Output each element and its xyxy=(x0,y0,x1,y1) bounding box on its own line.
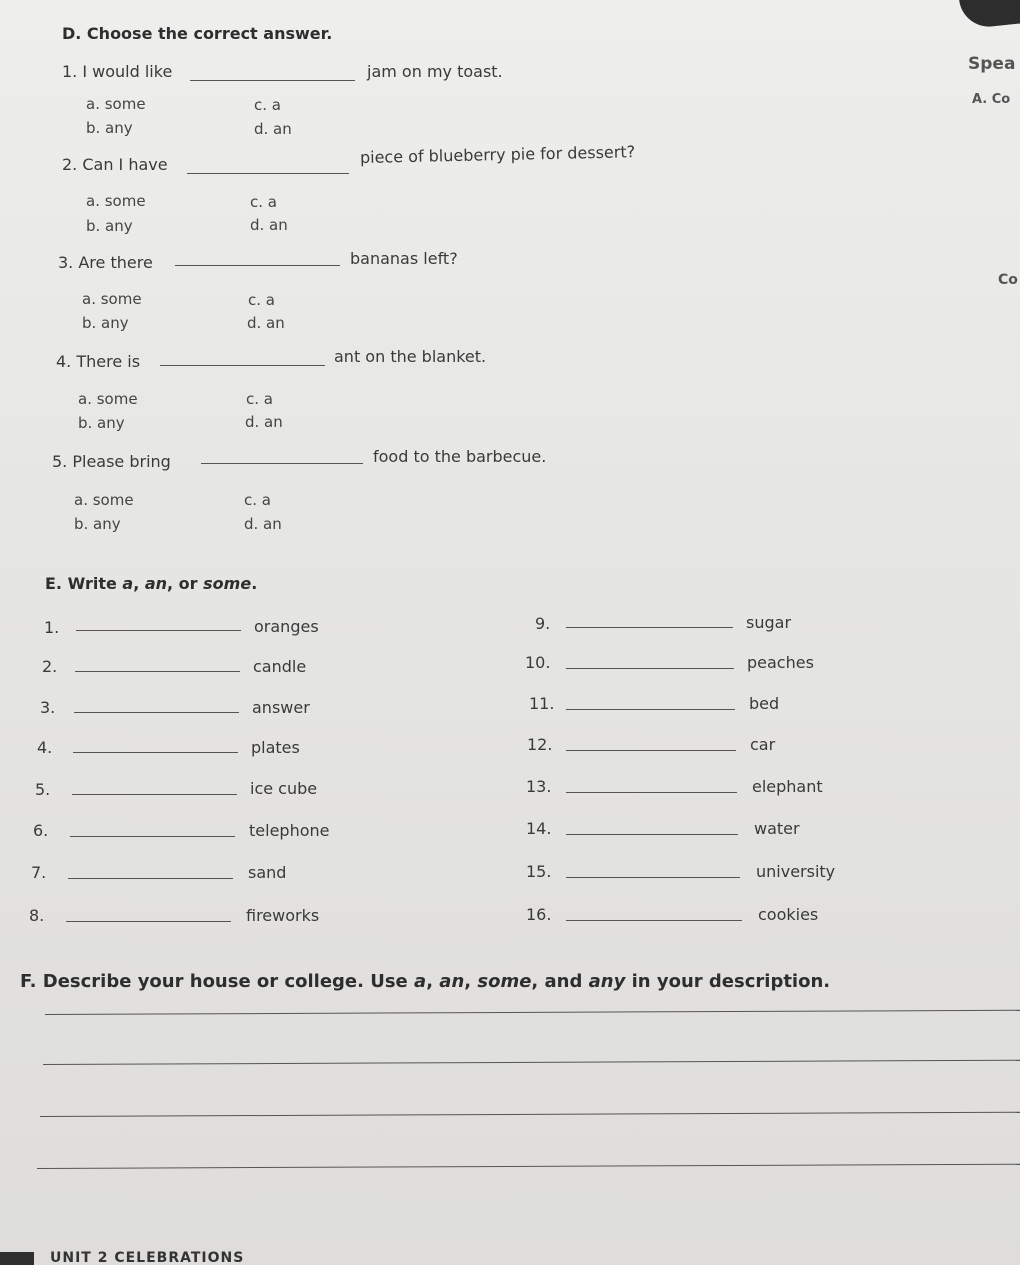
writing-line[interactable] xyxy=(45,1010,1020,1015)
e-item-blank[interactable] xyxy=(68,878,233,879)
e-item-number: 14. xyxy=(526,819,552,838)
q4-option-d[interactable]: d. an xyxy=(245,413,283,431)
q3-prompt: 3. Are there xyxy=(58,253,153,272)
q1-blank[interactable] xyxy=(190,80,355,81)
e-item-number: 8. xyxy=(29,906,45,925)
writing-line[interactable] xyxy=(37,1164,1020,1169)
q4-prompt: 4. There is xyxy=(56,352,141,371)
q1-option-d[interactable]: d. an xyxy=(254,120,292,138)
e-item-blank[interactable] xyxy=(70,836,235,837)
e-item-blank[interactable] xyxy=(73,752,238,753)
e-item-blank[interactable] xyxy=(566,750,736,751)
e-item-word: candle xyxy=(253,657,307,676)
q3-option-c[interactable]: c. a xyxy=(248,291,275,309)
q2-option-d[interactable]: d. an xyxy=(250,216,288,234)
q5-prompt: 5. Please bring xyxy=(52,452,171,471)
e-item-number: 13. xyxy=(526,777,552,796)
e-item-number: 3. xyxy=(40,698,56,717)
e-item-number: 12. xyxy=(527,735,553,754)
e-item-blank[interactable] xyxy=(566,920,742,921)
side-heading-spea: Spea xyxy=(968,54,1016,74)
e-item-number: 2. xyxy=(42,657,58,676)
q5-continuation: food to the barbecue. xyxy=(373,447,547,466)
section-e-title: E. Write a, an, or some. xyxy=(45,574,258,593)
q1-continuation: jam on my toast. xyxy=(367,62,503,81)
e-item-word: sugar xyxy=(746,613,792,632)
e-item-blank[interactable] xyxy=(566,792,737,793)
page-footer xyxy=(0,1246,300,1265)
q3-continuation: bananas left? xyxy=(350,249,458,268)
side-heading-co: Co xyxy=(998,272,1018,288)
q1-prompt: 1. I would like xyxy=(62,62,173,81)
e-item-blank[interactable] xyxy=(76,630,241,631)
side-item-a: A. Co xyxy=(972,92,1011,107)
q2-option-c[interactable]: c. a xyxy=(250,193,277,211)
e-item-number: 7. xyxy=(31,863,47,882)
e-item-blank[interactable] xyxy=(72,794,237,795)
q5-blank[interactable] xyxy=(201,463,363,464)
q3-option-d[interactable]: d. an xyxy=(247,314,285,332)
q4-blank[interactable] xyxy=(160,365,325,366)
q5-option-b[interactable]: b. any xyxy=(74,515,121,533)
q5-option-a[interactable]: a. some xyxy=(74,491,134,509)
e-item-blank[interactable] xyxy=(66,921,231,922)
e-item-word: answer xyxy=(252,698,310,717)
e-item-word: oranges xyxy=(254,617,319,636)
writing-line[interactable] xyxy=(43,1060,1020,1065)
e-item-word: ice cube xyxy=(250,779,318,798)
e-item-number: 5. xyxy=(35,780,51,799)
e-item-word: fireworks xyxy=(246,906,320,925)
section-d-title: D. Choose the correct answer. xyxy=(62,24,333,43)
q2-option-b[interactable]: b. any xyxy=(86,217,133,235)
e-item-number: 1. xyxy=(44,618,60,637)
e-item-blank[interactable] xyxy=(566,877,740,878)
q2-continuation: piece of blueberry pie for dessert? xyxy=(359,142,636,167)
e-item-number: 16. xyxy=(526,905,552,924)
e-item-word: bed xyxy=(749,694,780,713)
section-f-title: F. Describe your house or college. Use a, an, some, and any in your description. xyxy=(20,971,831,992)
q3-option-b[interactable]: b. any xyxy=(82,314,129,332)
e-item-blank[interactable] xyxy=(74,712,239,713)
e-item-word: sand xyxy=(248,863,287,882)
e-item-word: water xyxy=(754,819,800,838)
e-item-word: cookies xyxy=(758,905,819,924)
q1-option-b[interactable]: b. any xyxy=(86,119,133,137)
page-corner-shadow xyxy=(958,0,1020,30)
q2-option-a[interactable]: a. some xyxy=(86,192,146,210)
e-item-number: 10. xyxy=(525,653,551,672)
q1-option-c[interactable]: c. a xyxy=(254,96,281,114)
q5-option-c[interactable]: c. a xyxy=(244,491,271,509)
e-item-number: 9. xyxy=(535,614,551,633)
q4-continuation: ant on the blanket. xyxy=(334,347,487,366)
e-item-blank[interactable] xyxy=(566,709,735,710)
e-item-blank[interactable] xyxy=(75,671,240,672)
q5-option-d[interactable]: d. an xyxy=(244,515,282,533)
e-item-blank[interactable] xyxy=(566,834,738,835)
e-item-word: car xyxy=(750,735,776,754)
q2-prompt: 2. Can I have xyxy=(62,155,168,174)
e-item-word: telephone xyxy=(249,821,330,840)
footer-unit-label: UNIT 2 CELEBRATIONS xyxy=(50,1250,245,1265)
e-item-word: elephant xyxy=(752,777,823,796)
e-item-word: peaches xyxy=(747,653,814,672)
e-item-number: 4. xyxy=(37,738,53,757)
q2-blank[interactable] xyxy=(187,173,349,174)
e-item-blank[interactable] xyxy=(566,668,734,669)
q4-option-c[interactable]: c. a xyxy=(246,390,273,408)
q1-option-a[interactable]: a. some xyxy=(86,95,146,113)
footer-page-tab xyxy=(0,1252,34,1265)
q4-option-b[interactable]: b. any xyxy=(78,414,125,432)
e-item-blank[interactable] xyxy=(566,627,733,628)
e-item-word: university xyxy=(756,862,836,881)
e-item-number: 15. xyxy=(526,862,552,881)
writing-line[interactable] xyxy=(40,1112,1020,1117)
e-item-number: 6. xyxy=(33,821,49,840)
e-item-word: plates xyxy=(251,738,300,757)
q3-blank[interactable] xyxy=(175,265,340,266)
q3-option-a[interactable]: a. some xyxy=(82,290,142,308)
e-item-number: 11. xyxy=(529,694,555,713)
q4-option-a[interactable]: a. some xyxy=(78,390,138,408)
